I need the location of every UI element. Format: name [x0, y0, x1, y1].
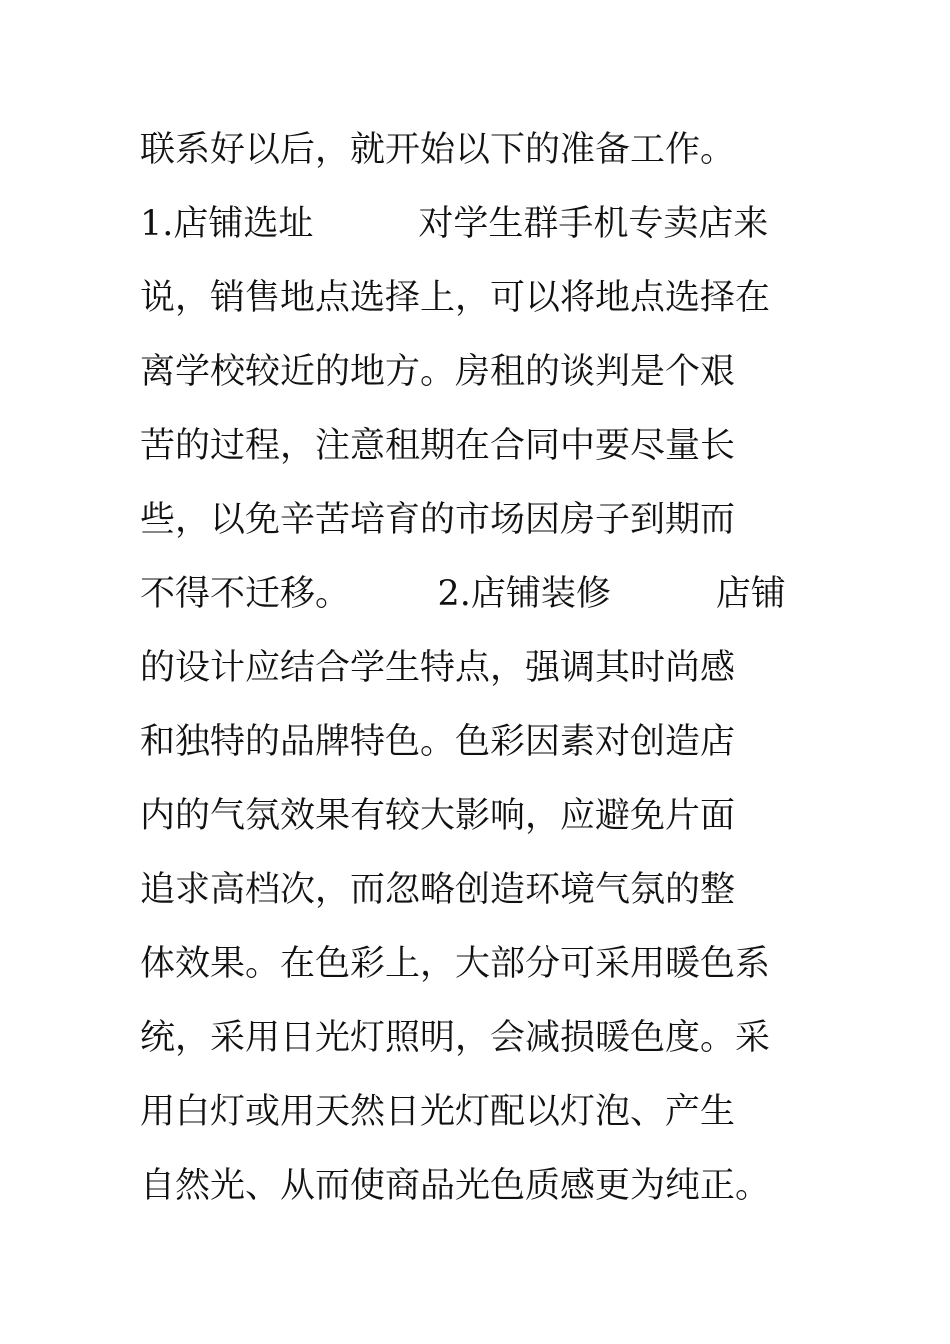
- text-line: 苦的过程，注意租期在合同中要尽量长: [140, 426, 736, 466]
- text-line: 联系好以后，就开始以下的准备工作。: [140, 130, 736, 170]
- text-line: 离学校较近的地方。房租的谈判是个艰: [140, 352, 736, 392]
- text-line: 些，以免辛苦培育的市场因房子到期而: [140, 500, 736, 540]
- text-line: 的设计应结合学生特点，强调其时尚感: [140, 648, 736, 688]
- text-line: 用白灯或用天然日光灯配以灯泡、产生: [140, 1092, 736, 1132]
- text-line: 内的气氛效果有较大影响，应避免片面: [140, 796, 736, 836]
- text-line: 统，采用日光灯照明，会减损暖色度。采: [140, 1018, 771, 1058]
- body-text: [140, 120, 820, 1230]
- text-line: 追求高档次，而忽略创造环境气氛的整: [140, 870, 736, 910]
- text-line: 不得不迁移。 2.店铺装修 店铺: [140, 574, 786, 614]
- text-line: 和独特的品牌特色。色彩因素对创造店: [140, 722, 736, 762]
- text-line: 1.店铺选址 对学生群手机专卖店来: [140, 204, 769, 244]
- text-line: 体效果。在色彩上，大部分可采用暖色系: [140, 944, 771, 984]
- text-line: 自然光、从而使商品光色质感更为纯正。: [140, 1166, 771, 1206]
- text-line: 说，销售地点选择上，可以将地点选择在: [140, 278, 771, 318]
